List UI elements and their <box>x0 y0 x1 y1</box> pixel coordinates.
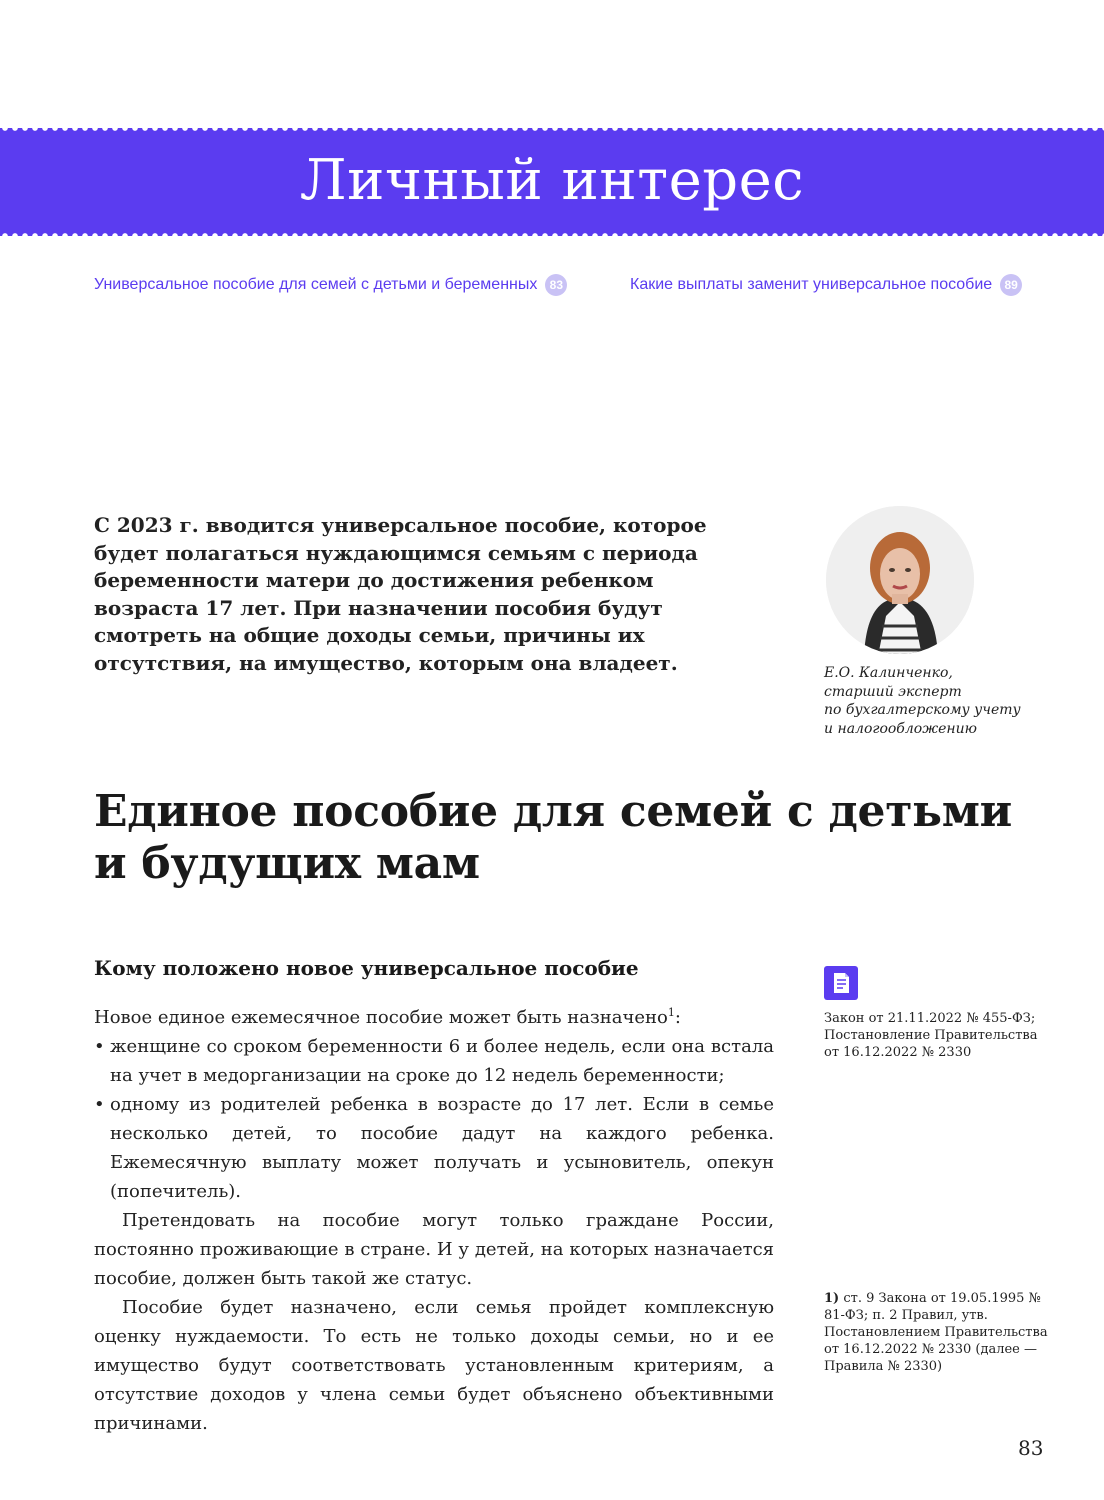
nav-link-label: Какие выплаты заменит универсальное пособие <box>630 276 993 293</box>
author-role-line: и налогообложению <box>824 720 977 737</box>
paragraph: Пособие будет назначено, если семья пройдет комплексную оценку нуждаемости. То есть не только доходы семьи, но и ее имущество будут соответствовать установленным критериям, а отсутствие доходов у члена семьи будет объяснено объективными причинами. <box>94 1297 774 1434</box>
author-caption <box>824 664 1054 738</box>
list-item: • одному из родителей ребенка в возрасте до 17 лет. Если в семье несколько детей, то пособие дадут на каждого ребенка. Ежемесячную выплату может получать и усыновитель, опекун (попечитель). <box>94 1090 774 1206</box>
page-badge: 89 <box>1000 274 1022 296</box>
nav-link-universal-benefit[interactable] <box>94 274 567 296</box>
law-line: Постановление Правительства <box>824 1028 1038 1043</box>
footnote-mark: 1) <box>824 1291 840 1306</box>
article-body <box>94 998 774 1438</box>
footnote-text: ст. 9 Закона от 19.05.1995 № 81-ФЗ; п. 2 Правил, утв. Постановлением Правительства от 16.12.2022 № 2330 (далее — Правила № 2330) <box>824 1291 1048 1374</box>
author-role-line: по бухгалтерскому учету <box>824 702 1021 718</box>
section-subtitle: Кому положено новое универсальное пособие <box>94 956 639 980</box>
intro-text: Новое единое ежемесячное пособие может быть назначено <box>94 1007 668 1028</box>
eligibility-list <box>94 1032 774 1206</box>
intro-paragraph <box>94 998 774 1032</box>
footnote <box>824 1290 1064 1375</box>
list-item: • женщине со сроком беременности 6 и более недель, если она встала на учет в медорганизации на сроке до 12 недель беременности; <box>94 1032 774 1090</box>
footnote-ref[interactable]: 1 <box>667 1006 675 1019</box>
section-title: Личный интерес <box>299 148 805 213</box>
document-icon <box>824 966 858 1000</box>
nav-link-replaced-payments[interactable] <box>630 274 1022 296</box>
author-photo <box>826 506 974 654</box>
author-portrait-icon <box>826 506 974 654</box>
title-line: и будущих мам <box>94 838 480 889</box>
intro-suffix: : <box>674 1007 681 1028</box>
paragraph: Претендовать на пособие могут только граждане России, постоянно проживающие в стране. И у детей, на которых назначается пособие, должен быть такой же статус. <box>94 1210 774 1289</box>
article-title <box>94 786 1084 890</box>
law-line: Закон от 21.11.2022 № 455-ФЗ; <box>824 1011 1036 1026</box>
section-banner <box>0 128 1104 236</box>
page-badge: 83 <box>545 274 567 296</box>
page-number: 83 <box>1018 1436 1044 1460</box>
nav-link-label: Универсальное пособие для семей с детьми и беременных <box>94 276 538 293</box>
author-name: Е.О. Калинченко, <box>824 665 953 681</box>
lead-paragraph: С 2023 г. вводится универсальное пособие, которое будет полагаться нуждающимся семьям с периода беременности матери до достижения ребенком возраста 17 лет. При назначении пособия будут смотреть на общие доходы семьи, причины их отсутствия, на имущество, которым она владеет. <box>94 513 707 675</box>
title-line: Единое пособие для семей с детьми <box>94 786 1012 837</box>
author-role-line: старший эксперт <box>824 683 962 700</box>
law-line: от 16.12.2022 № 2330 <box>824 1045 972 1060</box>
law-reference <box>824 1010 1064 1061</box>
